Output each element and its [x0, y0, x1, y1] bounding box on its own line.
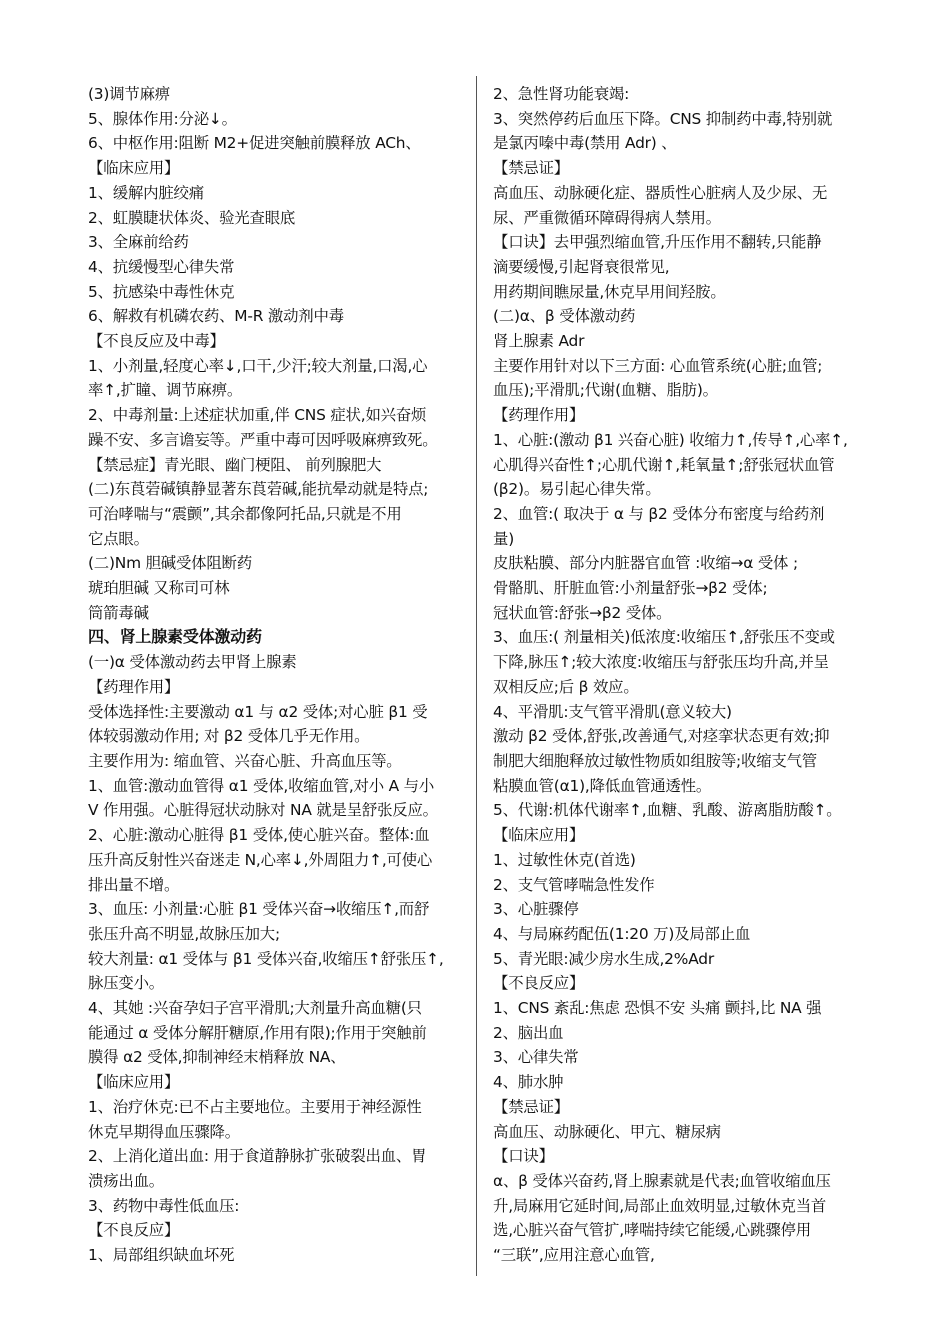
text-line: 溃疡出血。	[88, 1171, 164, 1190]
text-line: α、β 受体兴奋药,肾上腺素就是代表;血管收缩血压	[493, 1171, 831, 1190]
text-line: 升,局麻用它延时间,局部止血效明显,过敏休克当首	[493, 1196, 827, 1215]
text-line: 尿、严重微循环障碍得病人禁用。	[493, 208, 721, 227]
text-line: (二)Nm 胆碱受体阻断药	[88, 554, 252, 573]
text-line: 【临床应用】	[493, 826, 585, 845]
text-line: 【口诀】去甲强烈缩血管,升压作用不翻转,只能静	[493, 233, 822, 252]
text-line: 筒箭毒碱	[88, 603, 149, 622]
text-line: 3、突然停药后血压下降。CNS 抑制药中毒,特别就	[493, 109, 833, 128]
text-line: 1、小剂量,轻度心率↓,口干,少汗;较大剂量,口渴,心	[88, 356, 428, 375]
text-line: 1、过敏性休克(首选)	[493, 850, 636, 869]
text-line: 1、血管:激动血管得 α1 受体,收缩血管,对小 A 与小	[88, 776, 435, 795]
text-line: 【临床应用】	[88, 1073, 180, 1092]
text-line: 主要作用针对以下三方面: 心血管系统(心脏;血管;	[493, 356, 823, 375]
text-line: 膜得 α2 受体,抑制神经末梢释放 NA、	[88, 1048, 346, 1067]
text-line: 【禁忌证】	[493, 1097, 569, 1116]
text-line: 4、其她 :兴奋孕妇子宫平滑肌;大剂量升高血糖(只	[88, 999, 422, 1018]
text-line: 皮肤粘膜、部分内脏器官血管 :收缩→α 受体 ;	[493, 554, 798, 573]
text-line: 【药理作用】	[493, 406, 585, 425]
text-line: 5、抗感染中毒性休克	[88, 282, 235, 301]
text-line: 2、上消化道出血: 用于食道静脉扩张破裂出血、胃	[88, 1147, 427, 1166]
text-line: 较大剂量: α1 受体与 β1 受体兴奋,收缩压↑舒张压↑,	[88, 949, 444, 968]
text-line: V 作用强。心脏得冠状动脉对 NA 就是呈舒张反应。	[88, 801, 438, 820]
text-line: 3、血压:( 剂量相关)低浓度:收缩压↑,舒张压不变或	[493, 628, 835, 647]
text-line: 制肥大细胞释放过敏性物质如组胺等;收缩支气管	[493, 751, 817, 770]
text-line: 躁不安、多言谵妄等。严重中毒可因呼吸麻痹致死。	[88, 430, 438, 449]
text-line: (3)调节麻痹	[88, 85, 170, 103]
text-line: 受体选择性:主要激动 α1 与 α2 受体;对心脏 β1 受	[88, 702, 428, 721]
text-line: 【口诀】	[493, 1147, 554, 1166]
text-line: 是氯丙嗪中毒(禁用 Adr) 、	[493, 134, 677, 153]
text-line: 4、与局麻药配伍(1:20 万)及局部止血	[493, 924, 751, 943]
text-line: 【不良反应】	[88, 1221, 180, 1240]
text-line: 3、药物中毒性低血压:	[88, 1196, 240, 1215]
text-line: 2、中毒剂量:上述症状加重,伴 CNS 症状,如兴奋烦	[88, 406, 427, 425]
text-line: 【不良反应及中毒】	[88, 332, 225, 351]
text-line: 它点眼。	[88, 529, 149, 548]
text-line: 【药理作用】	[88, 677, 180, 696]
text-line: 压升高反射性兴奋迷走 N,心率↓,外周阻力↑,可使心	[88, 850, 433, 869]
text-line: 【临床应用】	[88, 159, 180, 178]
text-line: 5、代谢:机体代谢率↑,血糖、乳酸、游离脂肪酸↑。	[493, 801, 842, 820]
text-line: 心肌得兴奋性↑;心肌代谢↑,耗氧量↑;舒张冠状血管	[493, 455, 835, 474]
text-line: (二)α、β 受体激动药	[493, 307, 636, 326]
text-line: 1、局部组织缺血坏死	[88, 1246, 235, 1265]
text-line: 1、CNS 紊乱:焦虑 恐惧不安 头痛 颤抖,比 NA 强	[493, 999, 822, 1018]
text-line: 琥珀胆碱 又称司可林	[88, 579, 230, 598]
text-line: 3、心脏骤停	[493, 900, 579, 919]
text-line: 粘膜血管(α1),降低血管通透性。	[493, 776, 712, 795]
text-line: 滴要缓慢,引起肾衰很常见,	[493, 257, 670, 276]
text-line: 【禁忌症】青光眼、幽门梗阻、 前列腺肥大	[88, 455, 382, 474]
text-line: 激动 β2 受体,舒张,改善通气,对痉挛状态更有效;抑	[493, 727, 830, 746]
text-line: 骨骼肌、肝脏血管:小剂量舒张→β2 受体;	[493, 579, 768, 598]
text-line: 休克早期得血压骤降。	[88, 1122, 240, 1141]
text-line: “三联”,应用注意心血管,	[493, 1246, 655, 1265]
text-line: 5、腺体作用:分泌↓。	[88, 109, 237, 128]
text-line: (二)东莨菪碱镇静显著东莨菪碱,能抗晕动就是特点;	[88, 480, 429, 499]
text-line: 2、虹膜睫状体炎、验光查眼底	[88, 208, 296, 227]
text-line: 6、解救有机磷农药、M-R 激动剂中毒	[88, 307, 344, 326]
text-line: 量)	[493, 529, 514, 548]
text-line: 能通过 α 受体分解肝糖原,作用有限);作用于突触前	[88, 1023, 427, 1042]
text-line: 主要作用为: 缩血管、兴奋心脏、升高血压等。	[88, 751, 402, 770]
text-line: 选,心脏兴奋气管扩,哮喘持续它能缓,心跳骤停用	[493, 1221, 811, 1240]
text-line: 2、急性肾功能衰竭:	[493, 85, 630, 103]
left-column	[88, 82, 460, 1268]
right-column	[493, 82, 865, 1268]
text-line: 用药期间瞧尿量,休克早用间羟胺。	[493, 282, 726, 301]
text-line: 5、青光眼:减少房水生成,2%Adr	[493, 949, 714, 968]
text-line: (一)α 受体激动药去甲肾上腺素	[88, 653, 297, 672]
text-line: 4、平滑肌:支气管平滑肌(意义较大)	[493, 702, 732, 721]
text-line: 1、治疗休克:已不占主要地位。主要用于神经源性	[88, 1097, 422, 1116]
text-line: 4、肺水肿	[493, 1073, 564, 1092]
text-line: 【禁忌证】	[493, 159, 569, 178]
text-line: 2、心脏:激动心脏得 β1 受体,使心脏兴奋。整体:血	[88, 826, 430, 845]
text-line: 1、心脏:(激动 β1 兴奋心脏) 收缩力↑,传导↑,心率↑,	[493, 430, 848, 449]
text-line: 张压升高不明显,故脉压加大;	[88, 924, 280, 943]
text-line: 体较弱激动作用; 对 β2 受体几乎无作用。	[88, 727, 370, 746]
text-line: 脉压变小。	[88, 974, 164, 993]
text-line: 3、全麻前给药	[88, 233, 189, 252]
text-line: 3、血压: 小剂量:心脏 β1 受体兴奋→收缩压↑,而舒	[88, 900, 430, 919]
text-line: 冠状血管:舒张→β2 受体。	[493, 603, 672, 622]
text-line: 6、中枢作用:阻断 M2+促进突触前膜释放 ACh、	[88, 134, 421, 153]
text-line: 双相反应;后 β 效应。	[493, 677, 639, 696]
section-heading: 四、肾上腺素受体激动药	[88, 627, 262, 647]
text-line: 3、心律失常	[493, 1048, 579, 1067]
column-divider	[476, 76, 477, 1276]
text-line: 排出量不增。	[88, 875, 180, 894]
text-line: 1、缓解内脏绞痛	[88, 183, 204, 202]
text-line: 2、脑出血	[493, 1023, 564, 1042]
text-line: 下降,脉压↑;较大浓度:收缩压与舒张压均升高,并呈	[493, 653, 829, 672]
text-line: 可治哮喘与“震颤”,其余都像阿托品,只就是不用	[88, 504, 402, 523]
text-line: (β2)。易引起心律失常。	[493, 480, 661, 499]
text-line: 【不良反应】	[493, 974, 585, 993]
text-line: 肾上腺素 Adr	[493, 332, 585, 351]
text-line: 4、抗缓慢型心律失常	[88, 257, 235, 276]
text-line: 2、支气管哮喘急性发作	[493, 875, 655, 894]
text-line: 2、血管:( 取决于 α 与 β2 受体分布密度与给药剂	[493, 504, 825, 523]
text-line: 血压);平滑肌;代谢(血糖、脂肪)。	[493, 381, 718, 400]
text-line: 率↑,扩瞳、调节麻痹。	[88, 381, 243, 400]
text-line: 高血压、动脉硬化、甲亢、糖尿病	[493, 1122, 721, 1141]
text-line: 高血压、动脉硬化症、器质性心脏病人及少尿、无	[493, 183, 828, 202]
